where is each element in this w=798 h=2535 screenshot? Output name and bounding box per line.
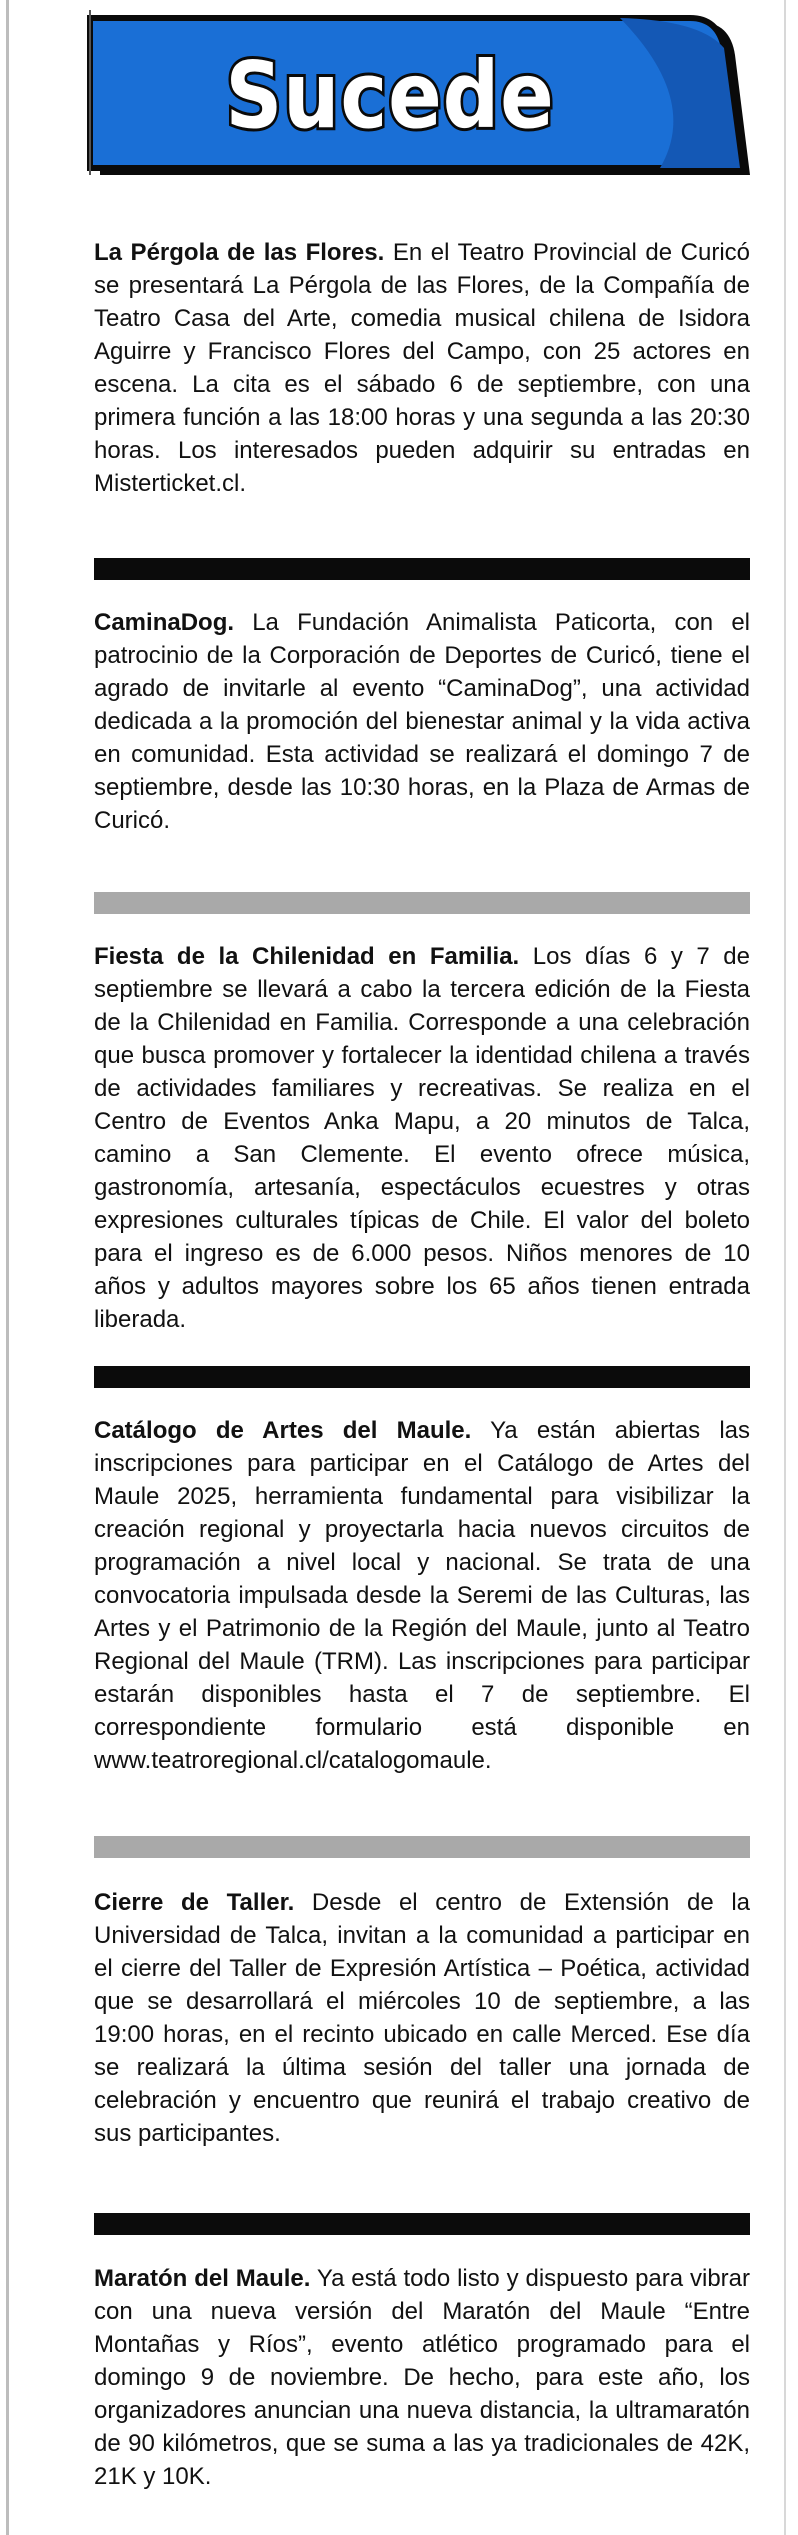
event-title: Cierre de Taller. bbox=[94, 1889, 295, 1916]
event-body: En el Teatro Provincial de Curicó se presentará La Pérgola de las Flores, de la Compañía de Teatro Casa del Arte, comedia musical chilena de Isidora Aguirre y Francisco Flores del Campo, con 25 actores en escena. La cita es el sábado 6 de septiembre, con una primera función a las 18:00 horas y una segunda a las 20:30 horas. Los interesados pueden adquirir su entradas en Misterticket.cl. bbox=[94, 239, 751, 497]
event-item-fiesta-chilenidad bbox=[94, 940, 750, 1336]
event-body: Ya está todo listo y dispuesto para vibrar con una nueva versión del Maratón del Maule “Entre Montañas y Ríos”, evento atlético programado para el domingo 9 de noviembre. De hecho, para este año, los organizadores anuncian una nueva distancia, la ultramaratón de 90 kilómetros, que se suma a las ya tradicionales de 42K, 21K y 10K. bbox=[94, 2265, 750, 2490]
event-title: La Pérgola de las Flores. bbox=[94, 239, 385, 266]
section-divider bbox=[94, 2213, 750, 2235]
event-item-pergola bbox=[94, 236, 750, 500]
section-divider bbox=[94, 1836, 750, 1858]
page-right-rule bbox=[784, 0, 786, 2535]
event-title: Maratón del Maule. bbox=[94, 2265, 311, 2292]
section-header bbox=[60, 10, 760, 190]
section-title: Sucede bbox=[225, 41, 555, 149]
event-body: Desde el centro de Extensión de la Universidad de Talca, invitan a la comunidad a participar en el cierre del Taller de Expresión Artística – Poética, actividad que se desarrollará el miércoles 10 de septiembre, a las 19:00 horas, en el recinto ubicado en calle Merced. Ese día se realizará la última sesión del taller una jornada de celebración y encuentro que reunirá el trabajo creativo de sus participantes. bbox=[94, 1889, 751, 2147]
event-item-catalogo-artes bbox=[94, 1414, 750, 1777]
event-item-cierre-taller bbox=[94, 1886, 750, 2150]
section-divider bbox=[94, 558, 750, 580]
event-title: Fiesta de la Chilenidad en Familia. bbox=[94, 943, 520, 970]
section-divider bbox=[94, 892, 750, 914]
event-item-caminadog bbox=[94, 606, 750, 837]
event-body: Los días 6 y 7 de septiembre se llevará a cabo la tercera edición de la Fiesta de la Chilenidad en Familia. Corresponde a una celebración que busca promover y fortalecer la identidad chilena a través de actividades familiares y recreativas. Se realiza en el Centro de Eventos Anka Mapu, a 20 minutos de Talca, camino a San Clemente. El evento ofrece música, gastronomía, artesanía, espectáculos ecuestres y otras expresiones culturales típicas de Chile. El valor del boleto para el ingreso es de 6.000 pesos. Niños menores de 10 años y adultos mayores sobre los 65 años tienen entrada liberada. bbox=[94, 943, 751, 1333]
event-title: CaminaDog. bbox=[94, 609, 235, 636]
page-left-rule bbox=[6, 0, 9, 2535]
event-title: Catálogo de Artes del Maule. bbox=[94, 1417, 472, 1444]
event-item-maraton-maule bbox=[94, 2262, 750, 2493]
section-divider bbox=[94, 1366, 750, 1388]
event-body: Ya están abiertas las inscripciones para participar en el Catálogo de Artes del Maule 2025, herramienta fundamental para visibilizar la creación regional y proyectarla hacia nuevos circuitos de programación a nivel local y nacional. Se trata de una convocatoria impulsada desde la Seremi de las Culturas, las Artes y el Patrimonio de la Región del Maule, junto al Teatro Regional del Maule (TRM). Las inscripciones para participar estarán disponibles hasta el 7 de septiembre. El correspondiente formulario está disponible en www.teatroregional.cl/catalogomaule. bbox=[94, 1417, 750, 1774]
event-body: La Fundación Animalista Paticorta, con el patrocinio de la Corporación de Deportes de Curicó, tiene el agrado de invitarle al evento “CaminaDog”, una actividad dedicada a la promoción del bienestar animal y la vida activa en comunidad. Esta actividad se realizará el domingo 7 de septiembre, desde las 10:30 horas, en la Plaza de Armas de Curicó. bbox=[94, 609, 751, 834]
